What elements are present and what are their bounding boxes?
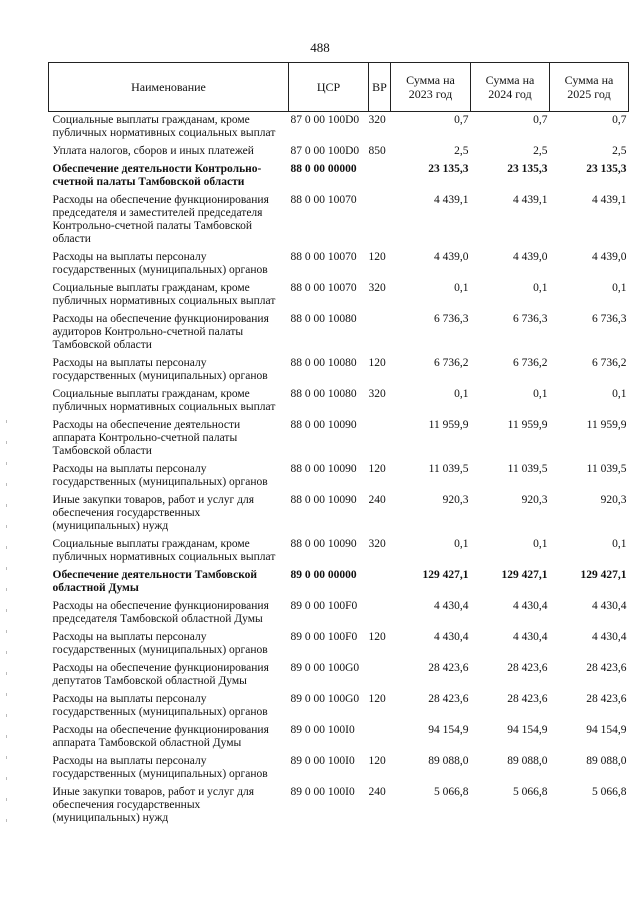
row-sum-2024: 4 439,0: [513, 251, 548, 263]
table-header: [49, 63, 629, 112]
table-row: [49, 492, 629, 536]
table-row-section: [49, 567, 629, 598]
row-sum-2023: 28 423,6: [428, 693, 469, 705]
row-csr: 89 0 00 100G0: [290, 693, 360, 705]
table-row: [49, 629, 629, 660]
row-name: Социальные выплаты гражданам, кроме публичных нормативных социальных выплат: [52, 538, 276, 563]
header-name: Наименование: [49, 63, 289, 112]
row-sum-2023: 94 154,9: [428, 724, 469, 736]
row-name: Социальные выплаты гражданам, кроме публичных нормативных социальных выплат: [52, 388, 276, 413]
row-sum-2023: 0,1: [454, 282, 469, 294]
row-vr: 850: [368, 145, 386, 157]
row-csr: 87 0 00 100D0: [290, 114, 360, 126]
page-number: 488: [310, 40, 330, 55]
row-sum-2023: 2,5: [454, 145, 469, 157]
row-sum-2023: 5 066,8: [434, 786, 469, 798]
row-sum-2023: 11 959,9: [428, 419, 469, 431]
row-sum-2024: 11 039,5: [507, 463, 548, 475]
row-csr: 89 0 00 100F0: [290, 600, 358, 612]
row-sum-2024: 4 430,4: [513, 600, 548, 612]
row-vr: 120: [368, 693, 386, 705]
row-sum-2025: 920,3: [600, 494, 627, 506]
table-body: [49, 112, 629, 829]
header-sum-2024: Сумма на 2024 год: [471, 63, 550, 112]
header-sum-2023: Сумма на 2023 год: [391, 63, 471, 112]
row-csr: 88 0 00 10090: [290, 494, 357, 506]
row-sum-2023: 4 439,0: [434, 251, 469, 263]
row-sum-2024: 0,1: [533, 538, 548, 550]
row-vr: [369, 722, 391, 753]
row-sum-2025: 11 959,9: [586, 419, 627, 431]
row-sum-2024: 0,1: [533, 282, 548, 294]
table-row-section: [49, 161, 629, 192]
row-csr: 89 0 00 100I0: [290, 755, 355, 767]
row-name: Расходы на обеспечение функционирования аудиторов Контрольно-счетной палаты Тамбовской области: [52, 313, 269, 351]
row-sum-2024: 94 154,9: [507, 724, 548, 736]
row-sum-2024: 28 423,6: [507, 662, 548, 674]
row-name: Расходы на обеспечение функционирования депутатов Тамбовской областной Думы: [52, 662, 269, 687]
row-sum-2025: 0,1: [612, 282, 627, 294]
row-vr: [369, 311, 391, 355]
row-vr: 120: [368, 631, 386, 643]
row-csr: 89 0 00 100I0: [290, 724, 355, 736]
row-sum-2025: 23 135,3: [586, 163, 627, 175]
row-sum-2025: 4 430,4: [592, 600, 627, 612]
row-sum-2025: 2,5: [612, 145, 627, 157]
row-csr: 88 0 00 00000: [290, 163, 357, 175]
row-sum-2025: 94 154,9: [586, 724, 627, 736]
row-name: Обеспечение деятельности Тамбовской областной Думы: [52, 569, 258, 594]
row-csr: 88 0 00 10070: [290, 194, 357, 206]
row-name: Расходы на выплаты персоналу государственных (муниципальных) органов: [52, 755, 268, 780]
row-name: Иные закупки товаров, работ и услуг для обеспечения государственных (муниципальных) нужд: [52, 786, 254, 824]
row-sum-2024: 28 423,6: [507, 693, 548, 705]
budget-table: [48, 62, 629, 828]
table-row: [49, 536, 629, 567]
row-sum-2024: 0,1: [533, 388, 548, 400]
row-sum-2025: 28 423,6: [586, 662, 627, 674]
row-vr: 120: [368, 755, 386, 767]
row-vr: 120: [368, 251, 386, 263]
budget-table-container: [48, 62, 628, 828]
row-sum-2023: 4 430,4: [434, 600, 469, 612]
row-sum-2023: 0,7: [454, 114, 469, 126]
row-vr: [369, 567, 391, 598]
row-sum-2023: 11 039,5: [428, 463, 469, 475]
row-sum-2024: 4 430,4: [513, 631, 548, 643]
row-sum-2023: 89 088,0: [428, 755, 469, 767]
header-vr: ВР: [369, 63, 391, 112]
table-row: [49, 691, 629, 722]
row-sum-2024: 129 427,1: [501, 569, 548, 581]
row-vr: 240: [368, 494, 386, 506]
row-sum-2025: 4 439,1: [592, 194, 627, 206]
table-row: [49, 417, 629, 461]
table-row: [49, 280, 629, 311]
row-vr: 320: [368, 388, 386, 400]
row-sum-2025: 5 066,8: [592, 786, 627, 798]
row-name: Расходы на выплаты персоналу государственных (муниципальных) органов: [52, 631, 268, 656]
row-name: Иные закупки товаров, работ и услуг для обеспечения государственных (муниципальных) нужд: [52, 494, 254, 532]
row-sum-2023: 4 439,1: [434, 194, 469, 206]
table-row: [49, 386, 629, 417]
row-vr: [369, 192, 391, 249]
row-csr: 88 0 00 10090: [290, 419, 357, 431]
row-sum-2025: 4 439,0: [592, 251, 627, 263]
row-vr: [369, 660, 391, 691]
row-csr: 88 0 00 10070: [290, 282, 357, 294]
row-vr: [369, 598, 391, 629]
row-sum-2025: 0,7: [612, 114, 627, 126]
header-sum-2025: Сумма на 2025 год: [550, 63, 629, 112]
table-row: [49, 722, 629, 753]
row-sum-2023: 4 430,4: [434, 631, 469, 643]
row-sum-2025: 28 423,6: [586, 693, 627, 705]
row-csr: 88 0 00 10070: [290, 251, 357, 263]
row-name: Уплата налогов, сборов и иных платежей: [52, 145, 254, 157]
row-name: Обеспечение деятельности Контрольно-счетной палаты Тамбовской области: [52, 163, 262, 188]
row-csr: 88 0 00 10080: [290, 388, 357, 400]
table-row: [49, 355, 629, 386]
row-sum-2025: 0,1: [612, 388, 627, 400]
row-sum-2023: 920,3: [442, 494, 469, 506]
row-csr: 88 0 00 10080: [290, 313, 357, 325]
table-row: [49, 784, 629, 828]
row-sum-2023: 23 135,3: [428, 163, 469, 175]
row-sum-2023: 0,1: [454, 388, 469, 400]
row-sum-2024: 5 066,8: [513, 786, 548, 798]
row-sum-2023: 0,1: [454, 538, 469, 550]
row-csr: 89 0 00 100I0: [290, 786, 355, 798]
table-row: [49, 660, 629, 691]
row-csr: 89 0 00 00000: [290, 569, 357, 581]
header-csr: ЦСР: [289, 63, 369, 112]
table-row: [49, 112, 629, 144]
row-sum-2025: 11 039,5: [586, 463, 627, 475]
row-name: Расходы на выплаты персоналу государственных (муниципальных) органов: [52, 693, 268, 718]
row-sum-2025: 89 088,0: [586, 755, 627, 767]
row-csr: 88 0 00 10090: [290, 538, 357, 550]
row-sum-2024: 2,5: [533, 145, 548, 157]
row-csr: 89 0 00 100F0: [290, 631, 358, 643]
row-sum-2025: 129 427,1: [580, 569, 627, 581]
row-vr: [369, 161, 391, 192]
row-sum-2025: 6 736,3: [592, 313, 627, 325]
row-name: Расходы на выплаты персоналу государственных (муниципальных) органов: [52, 251, 268, 276]
row-sum-2024: 89 088,0: [507, 755, 548, 767]
table-row: [49, 598, 629, 629]
row-name: Расходы на обеспечение функционирования председателя Тамбовской областной Думы: [52, 600, 269, 625]
row-sum-2024: 6 736,3: [513, 313, 548, 325]
row-sum-2023: 28 423,6: [428, 662, 469, 674]
scan-edge-marks: [6, 420, 8, 900]
table-row: [49, 249, 629, 280]
row-vr: 240: [368, 786, 386, 798]
row-name: Социальные выплаты гражданам, кроме публичных нормативных социальных выплат: [52, 114, 276, 139]
row-vr: 320: [368, 282, 386, 294]
row-sum-2024: 23 135,3: [507, 163, 548, 175]
row-name: Социальные выплаты гражданам, кроме публичных нормативных социальных выплат: [52, 282, 276, 307]
row-sum-2025: 4 430,4: [592, 631, 627, 643]
row-csr: 89 0 00 100G0: [290, 662, 360, 674]
row-name: Расходы на выплаты персоналу государственных (муниципальных) органов: [52, 357, 268, 382]
row-sum-2024: 0,7: [533, 114, 548, 126]
table-row: [49, 753, 629, 784]
row-sum-2025: 6 736,2: [592, 357, 627, 369]
row-csr: 87 0 00 100D0: [290, 145, 360, 157]
row-sum-2024: 920,3: [521, 494, 548, 506]
row-name: Расходы на выплаты персоналу государственных (муниципальных) органов: [52, 463, 268, 488]
table-row: [49, 143, 629, 161]
row-sum-2024: 4 439,1: [513, 194, 548, 206]
row-name: Расходы на обеспечение функционирования аппарата Тамбовской областной Думы: [52, 724, 269, 749]
row-sum-2025: 0,1: [612, 538, 627, 550]
row-vr: 320: [368, 538, 386, 550]
row-sum-2023: 6 736,2: [434, 357, 469, 369]
row-vr: [369, 417, 391, 461]
table-row: [49, 192, 629, 249]
table-row: [49, 461, 629, 492]
row-sum-2024: 11 959,9: [507, 419, 548, 431]
row-sum-2023: 6 736,3: [434, 313, 469, 325]
table-row: [49, 311, 629, 355]
row-name: Расходы на обеспечение деятельности аппарата Контрольно-счетной палаты Тамбовской области: [52, 419, 241, 457]
row-sum-2023: 129 427,1: [422, 569, 469, 581]
row-csr: 88 0 00 10090: [290, 463, 357, 475]
row-vr: 320: [368, 114, 386, 126]
row-sum-2024: 6 736,2: [513, 357, 548, 369]
row-csr: 88 0 00 10080: [290, 357, 357, 369]
row-vr: 120: [368, 357, 386, 369]
row-vr: 120: [368, 463, 386, 475]
row-name: Расходы на обеспечение функционирования председателя и заместителей председателя Контрольно-счетной палаты Тамбовской области: [52, 194, 269, 245]
